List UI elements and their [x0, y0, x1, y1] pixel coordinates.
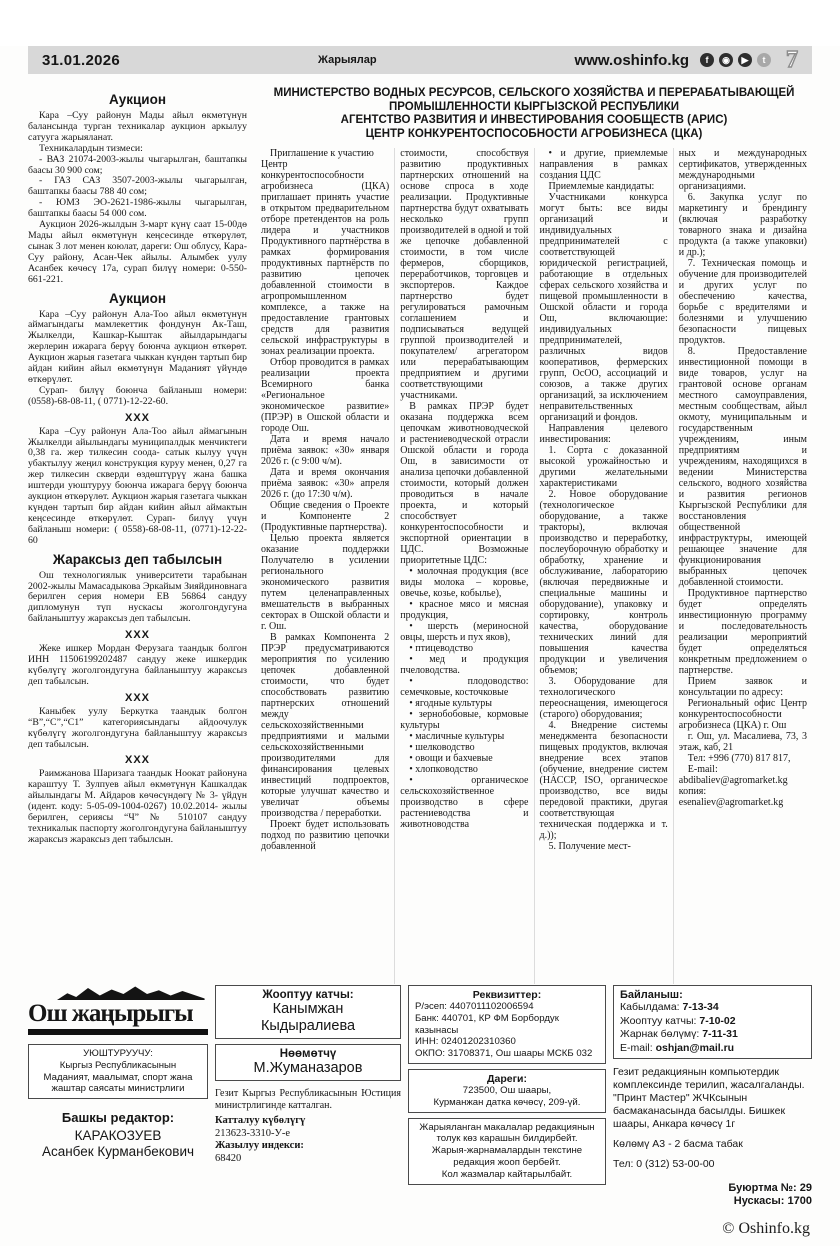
address-lines — [415, 1085, 599, 1109]
paragraph: Прием заявок и консультации по адресу: — [678, 676, 807, 698]
bullet-item: • масличные культуры — [409, 731, 505, 742]
paragraph: - ЮМЗ ЭО-2621-1986-жылы чыгарылган, баштапкы баасы 54 000 сом. — [28, 197, 247, 220]
newspaper-page — [0, 46, 840, 1246]
contact-line: Жооптуу катчы: 7-10-02 — [620, 1014, 736, 1027]
bullet-item: • овощи и бахчевые — [409, 753, 493, 764]
paragraph: Приглашение к участию — [270, 148, 374, 159]
secretary-box — [215, 985, 401, 1039]
paragraph: Целью проекта является оказание поддержки Получателю в усилении регионального экономического развития путем целенаправленных вмешательств в выбранных секторах в Ошской области и г. Ош. — [261, 533, 390, 632]
volume-info: Көлөмү А3 - 2 басма табак — [613, 1138, 743, 1150]
bullet-item: • мед и продукция пчеловодства. — [400, 654, 529, 676]
paragraph: Каныбек уулу Беркутка таандык болгон “В”,“С”,“С1” категориясындагы айдоочулук күбөлүгү жоголгондугуна байланыштуу жараксыз деп табылсын. — [28, 705, 247, 750]
editor-name: КАРАКОЗУЕВ — [74, 1128, 162, 1144]
paragraph: Техникалардын тизмеси: — [39, 142, 143, 154]
editor-block — [28, 1110, 208, 1160]
bullet-item: • шелководство — [409, 742, 475, 753]
text-line: 723500, Ош шаары, — [462, 1084, 552, 1096]
paragraph: В рамках ПРЭР будет оказана поддержка всем цепочкам животноводческой и растениеводческой отрасли Ошской области и города Ош, в зависимости от анализа цепочки добавленной стоимости, который должен проводиться в начале проекта, и который способствует конкурентоспособности и экспортной ориентации в ЦДС. Возможные приоритетные ЦДС: — [400, 401, 529, 566]
contact-box — [613, 985, 812, 1059]
paragraph: Кара –Суу районун Ала-Тоо айыл аймагынын Жылкелди айылындагы муниципалдык менчиктеги 0,38 га. жер тилкесин соода- сатык кылуу үчүн убактылуу жеңил конструкция куруу менен, 0,27 га жер тилкесин скверди өздөштүрүү жана башка иштерди уюштуруу боюнча ижарага берүү боюнча аукцион өткөрүлөт. Аукцион жарыя газетага чыккан күндөн тартып бир айдан кийин айыл аймактын кеңсесинде өткөрүлөт. Сурап- билүү үчүн байланыш номери: ( 0558)-68-08-11, (0771)-12-22-60 — [28, 425, 247, 546]
text-line: жаштар саясаты министрлиги — [51, 1083, 185, 1095]
registration-details — [215, 1115, 401, 1165]
paragraph: 7. Техническая помощь и обучение для производителей и других услуг по обеспечению качества, борьбе с вредителями и болезнями и улучшению безопасности пищевых продуктов. — [678, 258, 807, 346]
secretary-label: Жооптуу катчы: — [262, 989, 354, 1001]
contact-lines — [620, 1001, 805, 1055]
text-line: ОКПО: 31708371, Ош шаары МСКБ 032 — [415, 1048, 593, 1060]
registration-note: Гезит Кыргыз Республикасынын Юстиция министрлигинде катталган. — [215, 1088, 401, 1111]
index-value: 68420 — [215, 1152, 242, 1164]
paragraph: 2. Новое оборудование (технологическое оборудование, а также тракторы), включая производство и переработку, послеуборочную обработку и обработку, хранение и обслуживание, лабораторию (включая передвижные и специальные машины и оборудование), упаковку и сортировку, контроль качества, оборудование технических линий для повышения качества продукции и увеличения объемов; — [539, 489, 668, 676]
reg-cert-value: 213623-3310-У-е — [215, 1127, 291, 1139]
paragraph: Центр конкурентоспособности агробизнеса (ЦКА) приглашает принять участие в открытом предварительном отборе претендентов на роль лидера и участников Продуктивного партнёрства в рамках формирования продуктивных партнёрств по развитию цепочек добавленной стоимости в агропромышленном комплексе, а также на предоставление грантовых средств для развития сельской инфраструктуры в зонах реализации проекта. — [261, 159, 390, 357]
paragraph: Общие сведения о Проекте и Компоненте 2 (Продуктивные партнерства). — [261, 500, 390, 533]
contact-line: E-mail: oshjan@mail.ru — [620, 1041, 735, 1054]
facebook-icon: f — [700, 53, 714, 67]
paragraph: - ВАЗ 21074-2003-жылы чыгарылган, баштапкы баасы 30 900 сом; — [28, 153, 247, 176]
article-column-3 — [534, 148, 673, 984]
requisites-title: Реквизиттер: — [472, 989, 542, 1001]
page-header — [28, 46, 812, 74]
paragraph: Региональный офис Центр конкурентоспособности агробизнеса (ЦКА) г. Ош — [678, 698, 807, 731]
editor-name: Асанбек Курманбекович — [41, 1144, 195, 1160]
bullet-item: • шерсть (мериносной овцы, шерсть и пух яков), — [400, 621, 529, 643]
section-heading: Аукцион — [108, 290, 166, 306]
paragraph: Кара –Суу районун Ала-Тоо айыл өкмөтүнүн аймагындагы мамлекеттик фондунун Ак-Таш, Жылкелди, Кашкар-Кыштак айылдарындагы жерлерин ижарага берүү боюнча аукцион өткөрөт. Аукцион жарыя газетага чыккан күндөн тартып бир айдан кийин айыл өкмөтүнүн Маданият үйүндө өткөрүлөт. — [28, 308, 247, 385]
bullet-item: • ягодные культуры — [409, 698, 492, 709]
section-heading: Жараксыз деп табылсын — [52, 551, 223, 567]
secretary-name: Канымжан — [272, 1001, 344, 1017]
imprint-footer — [28, 985, 812, 1207]
paragraph: стоимости, способствуя развитию продуктивных партнерских отношений на основе спроса в ходе реализации. Продуктивные партнерства будут охватывать несколько групп производителей в одной и той же цепочке добавленной стоимости, в том числе фермеров, сборщиков, переработчиков, торговцев и экспортеров. Каждое партнерство будет регулироваться рамочным соглашением и подписываться ведущей группой производителей и покупателем/ агрегатором или перерабатывающим предприятием и другими соответствующими участниками. — [400, 148, 529, 401]
paragraph: Дата и время окончания приёма заявок: «30» апреля 2026 г. (до 17:30 ч/м). — [261, 467, 390, 500]
xxx-separator: ХХХ — [124, 754, 150, 767]
text-line: редакция жооп бербейт. — [453, 1156, 561, 1168]
reg-cert-label: Катталуу күбөлүгү — [215, 1115, 306, 1126]
youtube-icon: ▶ — [738, 53, 752, 67]
order-number: Буюртма №: 29 — [728, 1182, 812, 1194]
duty-editor-box — [215, 1044, 401, 1081]
text-line: Банк: 440701, КР ФМ Борбордук казынасы — [415, 1012, 559, 1036]
mountains-icon — [57, 985, 205, 1000]
page-number: 7 — [786, 47, 798, 73]
paragraph: Аукцион 2026-жылдын 3-март күнү саат 15-00дө Мады айыл өкмөтүнүн кеңсесинде өткөрүлөт, сынак 3 лот менен коюлат, дареги: Ош облусу, Кара-Суу району, Асан-Чек айылы. Алымбек уулу Асанбек көчөсү 17а, сурап билүү номери: 0-550-661-221. — [28, 219, 247, 285]
paragraph: 3. Оборудование для технологического переоснащения, имеющегося (старого) оборудования; — [539, 676, 668, 720]
article-column-1 — [256, 148, 394, 984]
requisites-box — [408, 985, 606, 1064]
requisites-lines — [415, 1001, 599, 1060]
text-line: Р/эсеп: 4407011102006594 — [415, 1001, 534, 1012]
article-column-4 — [673, 148, 812, 984]
section-title: Жарыялар — [318, 54, 377, 66]
masthead-title: Ош жаңырыгы — [28, 1000, 208, 1035]
imprint-col-masthead — [28, 985, 208, 1163]
header-right — [575, 46, 798, 74]
contact-line: Жарнак бөлүмү: 7-11-31 — [620, 1028, 738, 1040]
text-line: Жарыяланган макалалар редакциянын — [419, 1121, 595, 1133]
article-column-2 — [394, 148, 533, 984]
copies-count: Нускасы: 1700 — [733, 1195, 812, 1207]
paragraph: Тел: +996 (770) 817 817, — [687, 753, 791, 764]
founder-box — [28, 1044, 208, 1099]
paragraph: Проект будет использовать подход по развитию цепочки добавленной — [261, 819, 390, 852]
paragraph: 8. Предоставление инвестиционной помощи в виде товаров, услуг на грантовой основе органам местного самоуправления, местным сообществам, айыл окмоту, муниципальным и государственным учреждениям, иным предприятиям и учреждениям, находящихся в ведении Министерства сельского, водного хозяйства и развития регионов Кыргызской Республики для восстановления общественной инфраструктуры, имеющей решающее значение для функционирования выбранных цепочек добавленной стоимости. — [678, 346, 807, 588]
text-line: ЦЕНТР КОНКУРЕНТОСПОСОБНОСТИ АГРОБИЗНЕСА (ЦКА) — [365, 127, 703, 140]
paragraph: 4. Внедрение системы менеджмента безопасности пищевых продуктов, включая внедрение всех этапов (обучение, внедрение систем (НАССР, ISO, органическое производство, все виды передовой практики, другая соответствующая техническая поддержка и т. д.)); — [539, 720, 668, 841]
text-line: Маданият, маалымат, спорт жана — [43, 1071, 193, 1083]
bullet-item: • хлопководство — [409, 764, 478, 775]
editor-label: Башкы редактор: — [61, 1110, 175, 1126]
issue-date: 31.01.2026 — [42, 51, 121, 69]
section-heading: Аукцион — [108, 92, 166, 107]
paragraph: Отбор проводится в рамках реализации проекта Всемирного банка «Региональное экономическое развитие» (ПРЭР) в Ошской области и городе Ош. — [261, 357, 390, 434]
page-content — [28, 87, 812, 975]
paragraph: Приемлемые кандидаты: — [548, 181, 655, 192]
paragraph: ных и международных сертификатов, утвержденных международными организациями. — [678, 148, 807, 192]
paragraph: г. Ош, ул. Масалиева, 73, 3 этаж, каб, 21 — [678, 731, 807, 753]
address-box — [408, 1069, 606, 1113]
text-line: ИНН: 02401202310360 — [415, 1036, 516, 1048]
secretary-name: Кыдыралиева — [260, 1018, 356, 1034]
ministry-article — [256, 87, 812, 975]
bullet-item: • молочная продукция (все виды молока – коровье, овечье, козье, кобылье), — [400, 566, 529, 599]
disclaimer-lines — [415, 1122, 599, 1181]
duty-name: М.Жуманазаров — [253, 1060, 363, 1076]
paragraph: Сурап- билүү боюнча байланыш номери: (0558)-68-08-11, ( 0771)-12-22-60. — [28, 384, 247, 407]
imprint-col-requisites — [408, 985, 606, 1180]
article-columns — [256, 148, 812, 984]
twitter-icon: t — [757, 53, 771, 67]
paragraph: Участниками конкурса могут быть: все виды организаций и индивидуальных предпринимателей с соответствующей юридической регистрацией, работающие в отдельных сферах сельского хозяйства и пищевой промышленности в Ошской области и города Ош, включающие: индивидуальных предпринимателей, различных видов кооперативов, фермерских групп, ОсОО, ассоциаций и союзов, а также других организаций, за исключением неправительственных организаций и фондов. — [539, 192, 668, 423]
paragraph: - ГАЗ САЗ 3507-2003-жылы чыгарылган, баштапкы баасы 788 40 сом; — [28, 175, 247, 198]
duty-label: Нөөмөтчү — [279, 1048, 337, 1060]
text-line: АГЕНТСТВО РАЗВИТИЯ И ИНВЕСТИРОВАНИЯ СООБЩЕСТВ (АРИС) — [340, 114, 728, 126]
paragraph: E-mail: abdibaliev@agromarket.kg копия: esenaliev@agromarket.kg — [678, 764, 788, 808]
imprint-col-contact — [613, 985, 812, 1207]
index-label: Жазылуу индекси: — [215, 1140, 304, 1151]
bullet-item: • зернобобовые, кормовые культуры — [400, 709, 529, 731]
address-title: Дареги: — [487, 1072, 527, 1085]
text-line: Курманжан датка көчөсү, 209-үй. — [433, 1096, 581, 1108]
instagram-icon: ◉ — [719, 53, 733, 67]
disclaimer-box — [408, 1118, 606, 1185]
paragraph: В рамках Компонента 2 ПРЭР предусматриваются мероприятия по усилению цепочек добавленной стоимости, что будет способствовать развитию партнерских отношений между сельскохозяйственными предприятиями и малыми сельскохозяйственными производителями для финансирования целевых инвестиций подпроектов, которые улучшат качество и увеличат объемы производства / переработки. — [261, 632, 390, 819]
print-phone: Тел: 0 (312) 53-00-00 — [613, 1158, 715, 1170]
paragraph: Дата и время начало приёма заявок: «30» января 2026 г. (с 9:00 ч/м). — [261, 434, 390, 467]
paragraph: 1. Сорта с доказанной высокой урожайностью и другими желательными характеристиками — [539, 445, 668, 489]
text-line: толук көз карашын билдирбейт. — [436, 1133, 578, 1145]
copyright-notice: © Oshinfo.kg — [722, 1220, 810, 1237]
announcements-column — [28, 87, 247, 975]
bullet-item: • красное мясо и мясная продукция, — [400, 599, 529, 621]
text-line: ПРОМЫШЛЕННОСТИ КЫРГЫЗСКОЙ РЕСПУБЛИКИ — [389, 100, 679, 113]
paragraph: Кара –Суу районун Мады айыл өкмөтүнүн балансында турган техникалар аукцион аркылуу сатууга жарыяланат. — [28, 110, 247, 143]
text-line: Жарыя-жарнамалардын текстине — [431, 1145, 583, 1157]
xxx-separator: ХХХ — [124, 691, 150, 704]
contact-title: Байланыш: — [620, 989, 683, 1001]
article-headline — [256, 87, 812, 141]
text-line: МИНИСТЕРСТВО ВОДНЫХ РЕСУРСОВ, СЕЛЬСКОГО ХОЗЯЙСТВА И ПЕРЕРАБАТЫВАЮЩЕЙ — [273, 87, 795, 99]
imprint-col-staff — [215, 985, 401, 1163]
text-line: Кыргыз Республикасынын — [59, 1059, 177, 1071]
paragraph: Раимжанова Шаризага таандык Ноокат районуна караштуу Т. Зулпуев айыл өкмөтүнүн Кашкалдак айылындагы М. Айдаров көчөсүндөгү № 3- үйдүн (идент. коду: 5-05-09-1004-0267) 10.02.2014- жылы берилген, сериясы “Ч” № 510107 сандуу техникалык паспорту жоголгондугуна байланыштуу жараксыз жараксыз деп табылсын. — [28, 768, 247, 845]
order-info — [613, 1182, 812, 1208]
newspaper-masthead — [28, 985, 208, 1039]
xxx-separator: ХХХ — [124, 411, 150, 424]
paragraph: 6. Закупка услуг по маркетингу и брендингу (включая разработку товарного знака и дизайна продукта (а также упаковки) и др.); — [678, 192, 807, 258]
bullet-item: • птицеводство — [409, 643, 474, 654]
bullet-item: • органическое сельскохозяйственное производство в сфере растениеводства и животноводства — [400, 775, 529, 830]
text-line: УЮШТУРУУЧУ: — [83, 1048, 153, 1059]
paragraph: Жеке ишкер Мордан Ферузага таандык болгон ИНН 11506199202487 сандуу жеке ишкердик күбөлүгү жоголгондугуна байланыштуу жараксыз деп табылсын. — [28, 643, 247, 687]
text-line: Кол жазмалар кайтарылбайт. — [441, 1168, 573, 1180]
contact-line: Кабылдама: 7-13-34 — [620, 1001, 719, 1013]
website-url: www.oshinfo.kg — [574, 51, 689, 69]
paragraph: Направления целевого инвестирования: — [539, 423, 668, 445]
paragraph: Продуктивное партнерство будет определять инвестиционную программу и последовательность реализации мероприятий будет определяться конкретным предложением о партнерстве. — [678, 588, 807, 676]
xxx-separator: ХХХ — [124, 629, 150, 642]
bullet-item: • плодоводство: семечковые, косточковые — [400, 676, 529, 698]
paragraph: Ош технологиялык университети тарабынан 2002-жылы Мамасадыкова Эркайым Зияйдиновнага берилген серия номери ЕВ 56864 сандуу дипломунун түп нускасы жоголгондугуна байланыштуу жараксыз деп табылсын. — [28, 569, 247, 625]
bullet-item: • и другие, приемлемые направления в рамках создания ЦДС — [539, 148, 668, 181]
print-info: Гезит редакциянын компьютердик комплексинде терилип, жасалгаланды. "Принт Мастер" ЖЧКсынын басмаканасында басылды. Бишкек шаары, Анкара көчөсү 1г — [613, 1066, 805, 1130]
paragraph: 5. Получение мест- — [548, 841, 631, 852]
